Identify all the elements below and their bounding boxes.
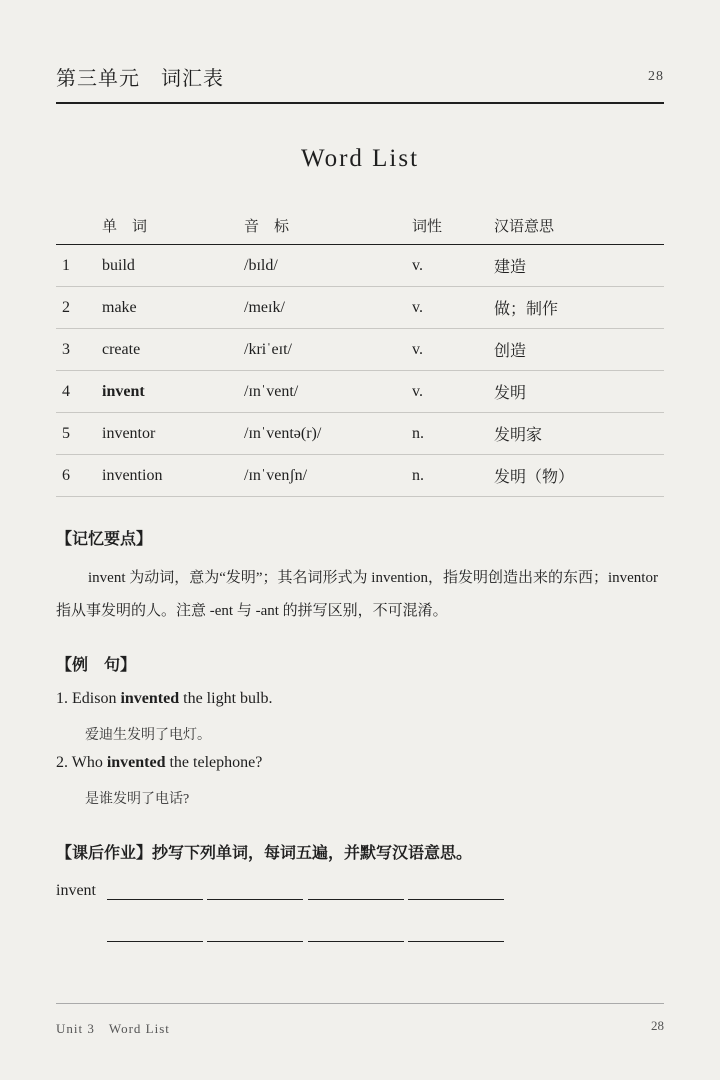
table-row <box>56 413 664 455</box>
table-header-row <box>56 206 664 245</box>
word-table <box>56 206 664 497</box>
row-meaning: 发明（物） <box>494 455 664 497</box>
row-word: make <box>102 287 244 329</box>
writing-blank[interactable] <box>107 899 203 900</box>
page-footer <box>56 1003 664 1036</box>
memory-points-text: invent 为动词，意为“发明”；其名词形式为 invention，指发明创造出来的东西；inventor 指从事发明的人。注意 -ent 与 -ant 的拼写区别，不可混淆。 <box>56 570 658 619</box>
example-sentence-1 <box>56 690 272 708</box>
row-word: invention <box>102 455 244 497</box>
example-translation-1: 爱迪生发明了电灯。 <box>85 728 211 743</box>
row-number: 4 <box>56 371 102 413</box>
row-part-of-speech: v. <box>412 245 494 287</box>
table-row <box>56 455 664 497</box>
row-phonetic: /kriˈeɪt/ <box>244 329 412 371</box>
row-part-of-speech: n. <box>412 413 494 455</box>
example-translation-2: 是谁发明了电话? <box>85 792 190 807</box>
footer-label: Unit 3 Word List <box>56 1021 170 1036</box>
row-phonetic: /bɪld/ <box>244 245 412 287</box>
example-2-post: the telephone? <box>165 754 263 771</box>
row-meaning: 做；制作 <box>494 287 664 329</box>
header-word: 单 词 <box>102 206 244 245</box>
writing-blank[interactable] <box>408 941 504 942</box>
writing-blank[interactable] <box>308 941 404 942</box>
page-header <box>56 62 664 104</box>
table-row <box>56 287 664 329</box>
example-sentence-2 <box>56 754 262 772</box>
example-1-post: the light bulb. <box>179 690 273 707</box>
row-phonetic: /meɪk/ <box>244 287 412 329</box>
row-word: invent <box>102 371 244 413</box>
example-1-keyword: invented <box>120 690 180 707</box>
row-word: create <box>102 329 244 371</box>
row-meaning: 发明 <box>494 371 664 413</box>
row-meaning: 发明家 <box>494 413 664 455</box>
header-page-number: 28 <box>648 69 664 84</box>
example-2-keyword: invented <box>106 754 166 771</box>
row-word: build <box>102 245 244 287</box>
table-row-highlighted <box>56 371 664 413</box>
row-phonetic: /ɪnˈvenʃn/ <box>244 455 412 497</box>
row-number: 6 <box>56 455 102 497</box>
header-part-of-speech: 词性 <box>412 206 494 245</box>
page <box>56 0 664 1080</box>
row-phonetic: /ɪnˈventə(r)/ <box>244 413 412 455</box>
header-phonetic: 音 标 <box>244 206 412 245</box>
row-word: inventor <box>102 413 244 455</box>
row-meaning: 建造 <box>494 245 664 287</box>
row-part-of-speech: v. <box>412 371 494 413</box>
header-meaning: 汉语意思 <box>494 206 664 245</box>
row-phonetic: /ɪnˈvent/ <box>244 371 412 413</box>
header-number <box>56 206 102 245</box>
homework-heading: 【课后作业】抄写下列单词，每词五遍，并默写汉语意思。 <box>56 845 473 862</box>
row-part-of-speech: v. <box>412 287 494 329</box>
row-number: 3 <box>56 329 102 371</box>
homework-word: invent <box>56 882 96 899</box>
row-part-of-speech: n. <box>412 455 494 497</box>
row-meaning: 创造 <box>494 329 664 371</box>
writing-blank[interactable] <box>308 899 404 900</box>
writing-blank[interactable] <box>408 899 504 900</box>
examples-heading: 【例 句】 <box>56 657 137 674</box>
writing-blank[interactable] <box>107 941 203 942</box>
row-part-of-speech: v. <box>412 329 494 371</box>
memory-points-heading: 【记忆要点】 <box>56 531 153 548</box>
table-row <box>56 245 664 287</box>
example-1-pre: 1. Edison <box>56 690 121 707</box>
row-number: 1 <box>56 245 102 287</box>
table-row <box>56 329 664 371</box>
example-2-pre: 2. Who <box>56 754 107 771</box>
row-number: 5 <box>56 413 102 455</box>
footer-page-number: 28 <box>651 1018 664 1033</box>
header-title: 第三单元 词汇表 <box>56 68 224 90</box>
row-number: 2 <box>56 287 102 329</box>
writing-blank[interactable] <box>207 899 303 900</box>
writing-blank[interactable] <box>207 941 303 942</box>
page-title: Word List <box>300 145 420 172</box>
